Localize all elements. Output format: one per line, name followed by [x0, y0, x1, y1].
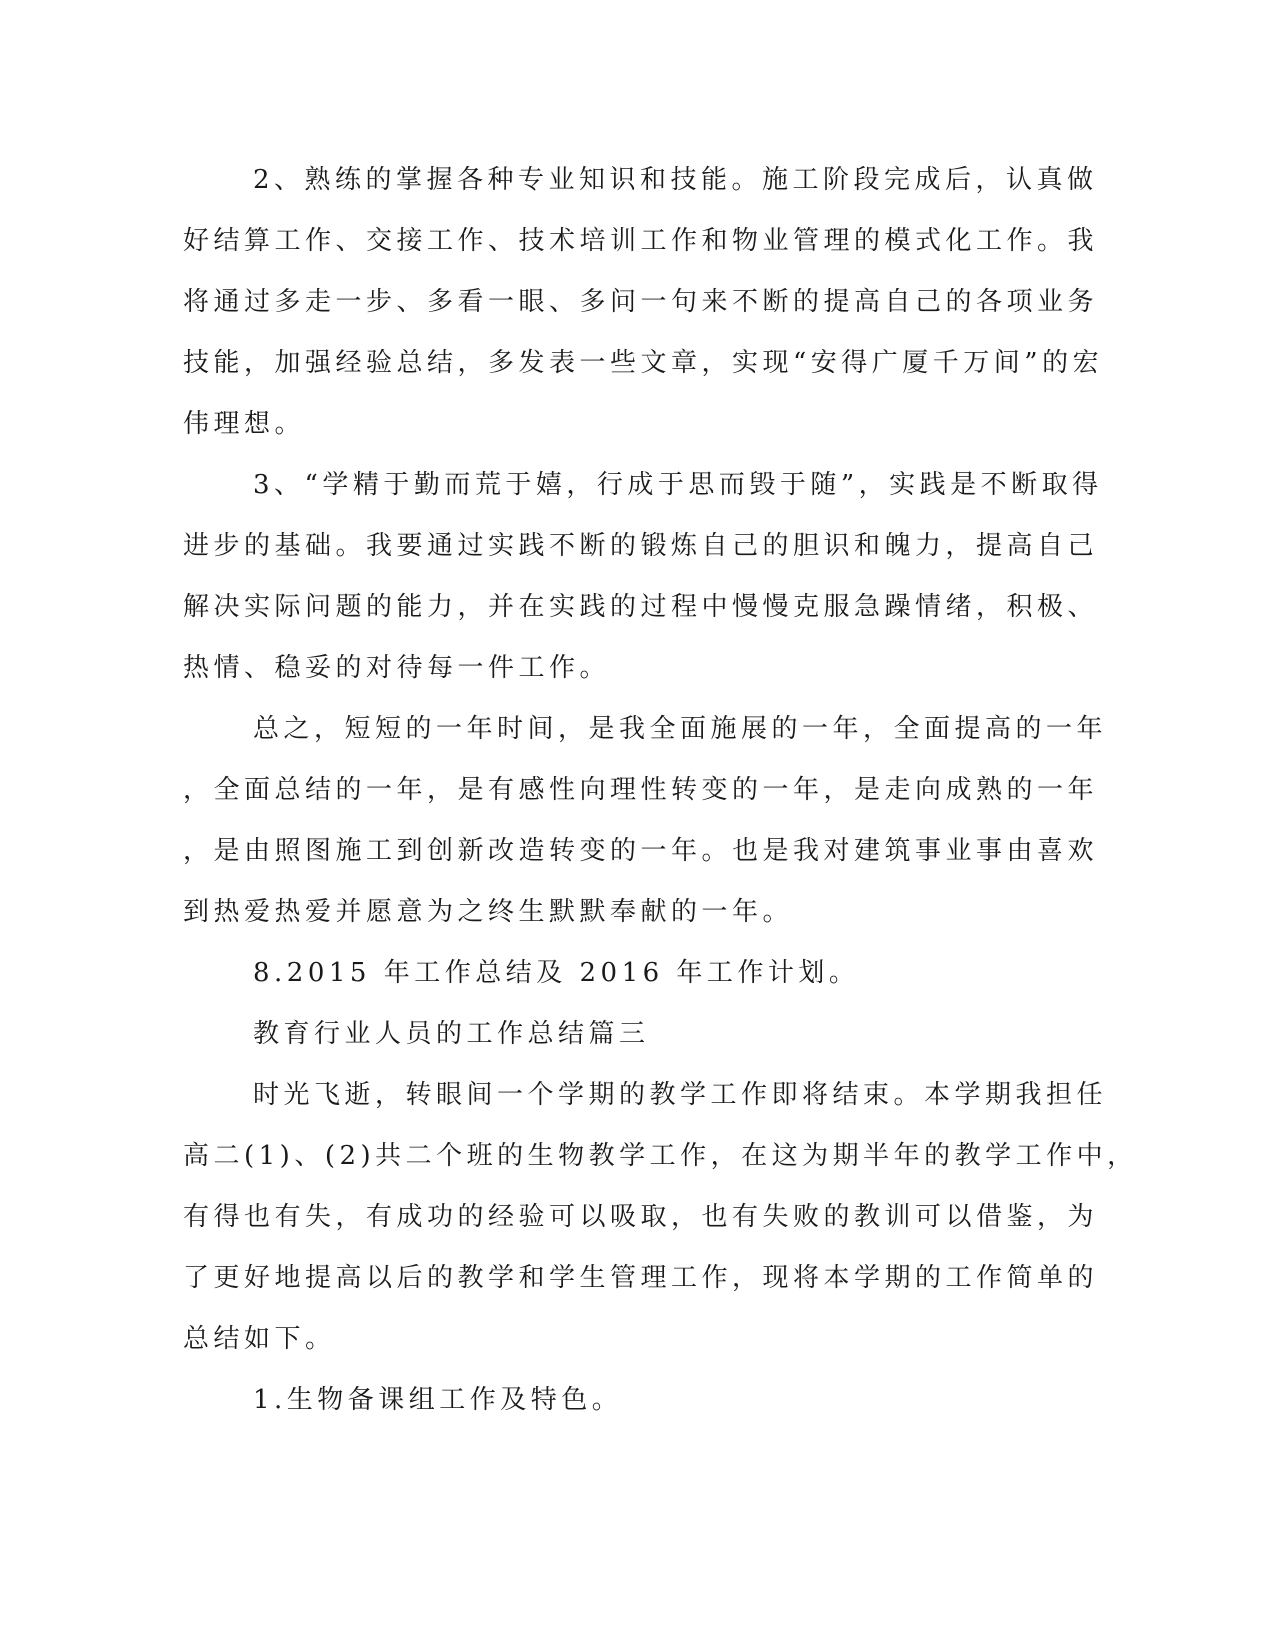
text-line: 2、熟练的掌握各种专业知识和技能。施工阶段完成后，认真做: [253, 165, 1098, 195]
text-line: 伟理想。: [183, 409, 306, 439]
section-heading: 1.生物备课组工作及特色。: [253, 1385, 623, 1415]
text-line: 总结如下。: [183, 1324, 336, 1354]
text-line: 了更好地提高以后的教学和学生管理工作，现将本学期的工作简单的: [183, 1263, 1099, 1293]
text-line: ，是由照图施工到创新改造转变的一年。也是我对建筑事业事由喜欢: [183, 836, 1099, 866]
text-line: ，全面总结的一年，是有感性向理性转变的一年，是走向成熟的一年: [183, 775, 1099, 805]
text-line: 热情、稳妥的对待每一件工作。: [183, 653, 611, 683]
text-line: 到热爱热爱并愿意为之终生默默奉献的一年。: [183, 897, 794, 927]
text-line: 将通过多走一步、多看一眼、多问一句来不断的提高自己的各项业务: [183, 287, 1099, 317]
text-line: 3、“学精于勤而荒于嬉，行成于思而毁于随”，实践是不断取得: [253, 470, 1103, 500]
text-line: 高二(1)、(2)共二个班的生物教学工作，在这为期半年的教学工作中，: [183, 1141, 1138, 1171]
text-line: 好结算工作、交接工作、技术培训工作和物业管理的模式化工作。我: [183, 226, 1099, 256]
text-line: 有得也有失，有成功的经验可以吸取，也有失败的教训可以借鉴，为: [183, 1202, 1099, 1232]
text-line: 技能，加强经验总结，多发表一些文章，实现“安得广厦千万间”的宏: [183, 348, 1104, 378]
section-heading: 8.2015 年工作总结及 2016 年工作计划。: [253, 958, 860, 988]
text-line: 解决实际问题的能力，并在实践的过程中慢慢克服急躁情绪，积极、: [183, 592, 1099, 622]
text-line: 进步的基础。我要通过实践不断的锻炼自己的胆识和魄力，提高自己: [183, 531, 1099, 561]
document-body: [183, 150, 1138, 1431]
text-line: 总之，短短的一年时间，是我全面施展的一年，全面提高的一年: [253, 714, 1108, 744]
text-line: 时光飞逝，转眼间一个学期的教学工作即将结束。本学期我担任: [253, 1080, 1108, 1110]
section-heading: 教育行业人员的工作总结篇三: [253, 1019, 650, 1049]
